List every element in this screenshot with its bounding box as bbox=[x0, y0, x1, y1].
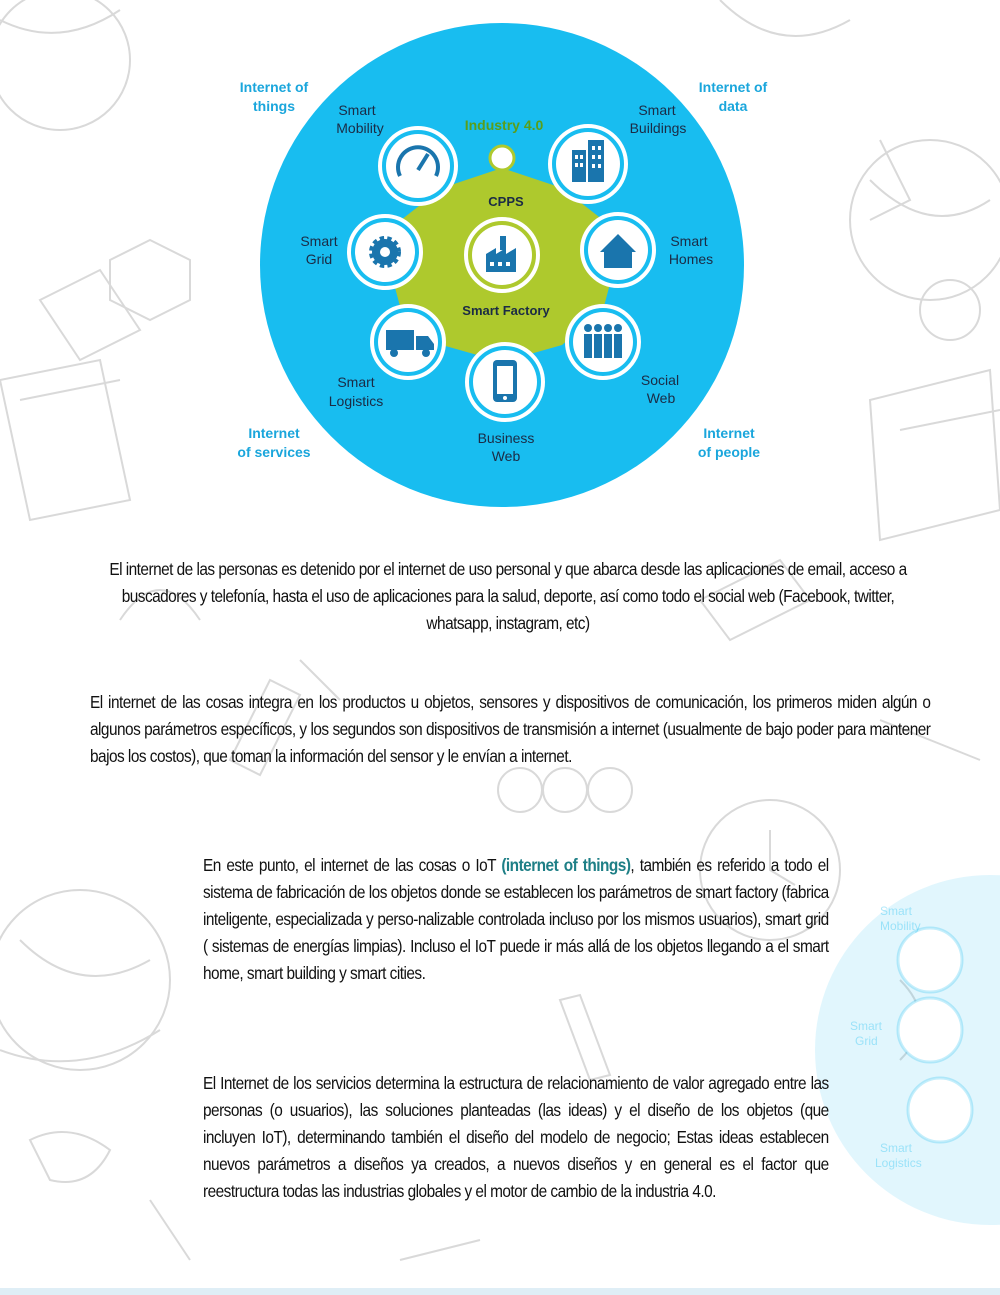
paragraph-iot-detail bbox=[203, 852, 829, 987]
paragraph-internet-of-people: El internet de las personas es detenido por el internet de uso personal y que abarca desde las aplicaciones de email, acceso a buscadores y telefonía, hasta el uso de aplicaciones para la salud, deporte, así como todo el social web (Facebook, twitter, whatsapp, instagram, etc) bbox=[109, 559, 907, 633]
paragraph-text: En este punto, el internet de las cosas o IoT bbox=[203, 855, 502, 875]
corner-label-services: of services bbox=[237, 444, 311, 460]
spoke-label: Smart bbox=[337, 374, 375, 390]
node-smart-homes bbox=[582, 214, 654, 286]
corner-label-people: Internet bbox=[703, 425, 755, 441]
spoke-label: Web bbox=[646, 390, 676, 406]
node-business-web bbox=[467, 344, 543, 420]
ghost-label: Logistics bbox=[875, 1156, 922, 1170]
corner-label-people: of people bbox=[697, 444, 761, 460]
paragraph-internet-of-things: El internet de las cosas integra en los productos u objetos, sensores y dispositivos de comunicación, los primeros miden algún o algunos parámetros específicos, y los segundos son dispositivos de transmisión a internet (usualmente de bajo poder para mantener bajos los costos), que toman la información del sensor y le envían a internet. bbox=[90, 692, 931, 766]
node-smart-logistics bbox=[372, 306, 444, 378]
ghost-label: Grid bbox=[855, 1034, 878, 1048]
spoke-label: Mobility bbox=[336, 120, 384, 136]
spoke-label: Smart bbox=[638, 102, 676, 118]
paragraph-text: , también es referido a todo el sistema de fabricación de los objetos donde se establecen los parámetros de smart factory (fabrica inteligente, especializada y perso-nalizable controlada incluso por los mismos usuarios), smart grid ( sistemas de energías limpias). Incluso el IoT puede ir más allá de los objetos llegando a el smart home, smart building y smart cities. bbox=[203, 855, 829, 983]
node-smart-buildings bbox=[550, 126, 626, 202]
spoke-label: Homes bbox=[668, 251, 714, 267]
cpps-label: CPPS bbox=[488, 194, 524, 209]
spoke-label: Smart bbox=[300, 233, 338, 249]
corner-label-data: Internet of bbox=[698, 79, 768, 95]
spoke-label: Business bbox=[477, 430, 535, 446]
highlight-internet-of-things: (internet of things) bbox=[501, 855, 631, 875]
smartphone-icon bbox=[493, 360, 517, 402]
node-social-web bbox=[567, 306, 639, 378]
spoke-label: Smart bbox=[338, 102, 376, 118]
bottom-edge-bar bbox=[0, 1288, 1000, 1295]
corner-label-data: data bbox=[718, 98, 748, 114]
spoke-label: Social bbox=[640, 372, 680, 388]
spoke-label: Logistics bbox=[328, 393, 384, 409]
ghost-label: Smart bbox=[880, 904, 913, 918]
gear-icon bbox=[372, 239, 398, 265]
corner-label-things: things bbox=[253, 98, 295, 114]
ghost-label: Smart bbox=[850, 1019, 883, 1033]
paragraph-internet-of-services: El Internet de los servicios determina la estructura de relacionamiento de valor agregado entre las personas (o usuarios), las soluciones planteadas (las ideas) y el diseño de los objetos (que incluyen IoT), determinando también el diseño del modelo de negocio; Estas ideas establecen nuevos parámetros a diseños ya creados, a nuevos diseños y en general es el factor que reestructura todas las industrias globales y el motor de cambio de la industria 4.0. bbox=[203, 1073, 829, 1201]
spoke-label: Smart bbox=[670, 233, 708, 249]
ghost-label: Mobility bbox=[880, 919, 921, 933]
spoke-label: Web bbox=[491, 448, 521, 464]
node-smart-grid bbox=[349, 216, 421, 288]
corner-label-things: Internet of bbox=[239, 79, 309, 95]
spoke-label: Grid bbox=[305, 251, 333, 267]
top-connector-dot bbox=[490, 146, 514, 170]
industry-4-title: Industry 4.0 bbox=[464, 117, 544, 133]
node-smart-factory bbox=[466, 219, 538, 291]
corner-label-services: Internet bbox=[248, 425, 300, 441]
smart-factory-label: Smart Factory bbox=[462, 303, 550, 318]
spoke-label: Buildings bbox=[629, 120, 687, 136]
ghost-label: Smart bbox=[880, 1141, 913, 1155]
node-smart-mobility bbox=[380, 128, 456, 204]
industry-4-diagram bbox=[0, 0, 1000, 520]
